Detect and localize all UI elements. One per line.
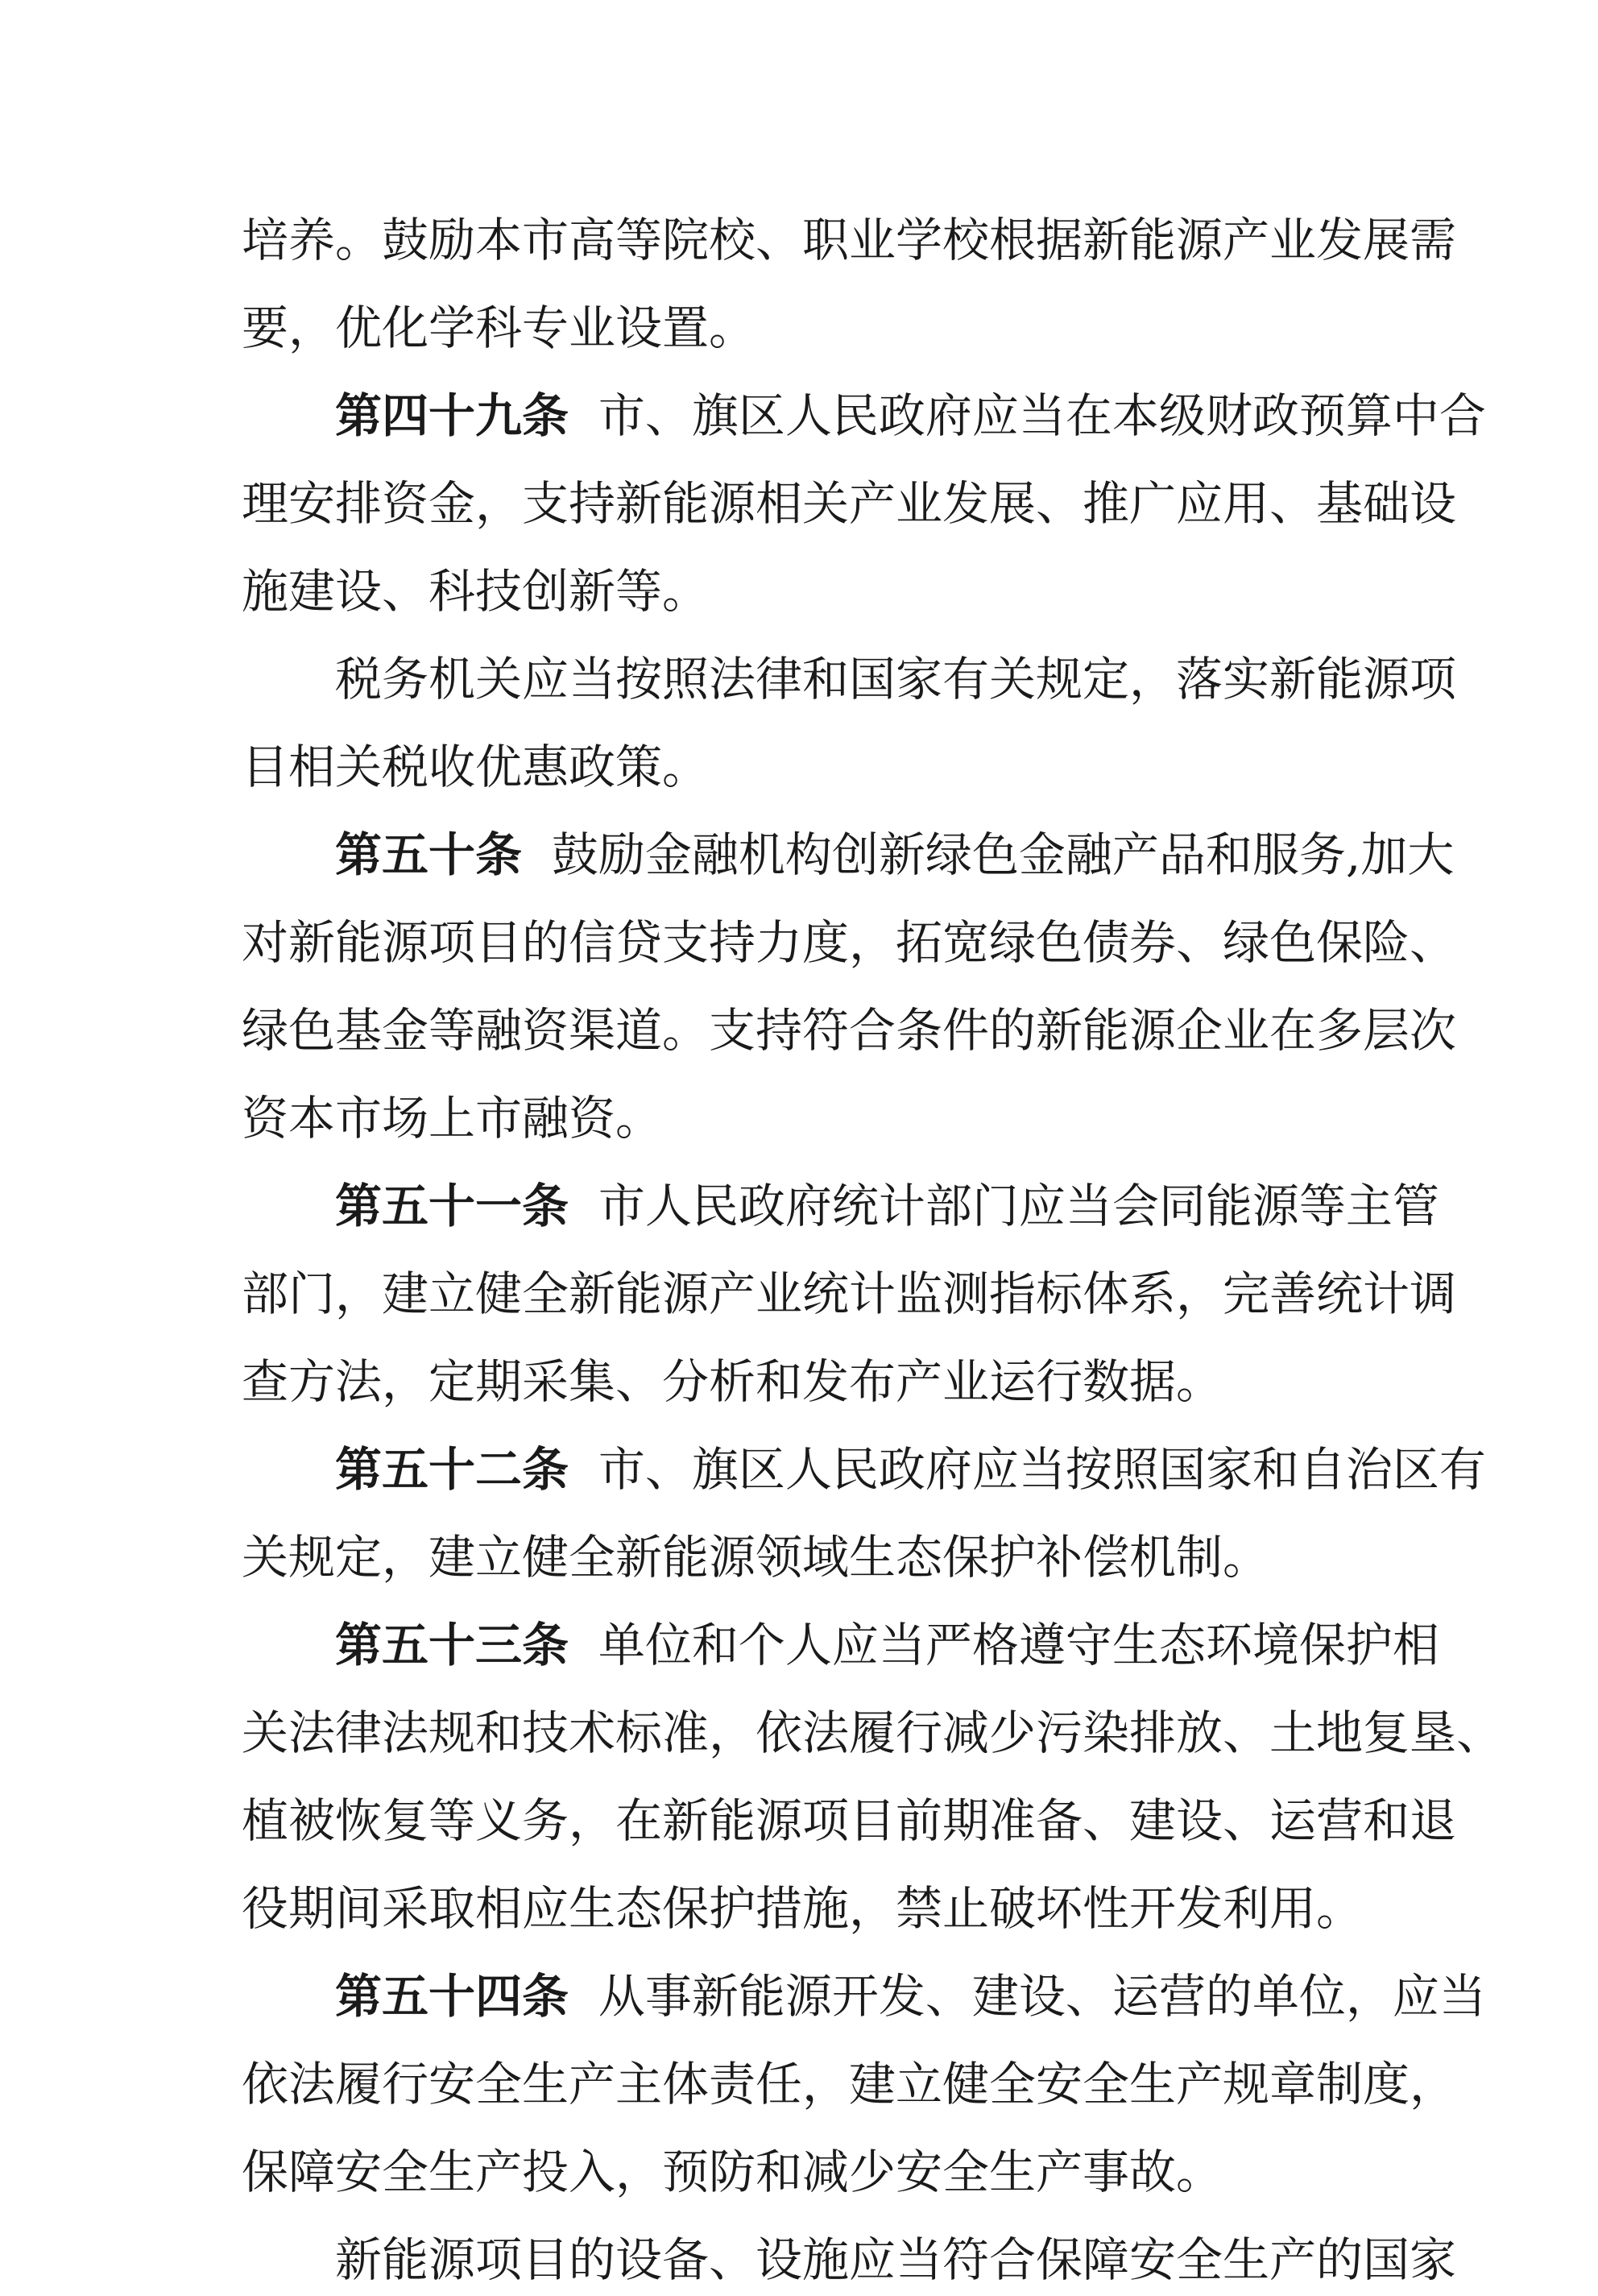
text-line: 关规定，建立健全新能源领域生态保护补偿机制。 [242,1530,1270,1585]
text-line: 要，优化学科专业设置。 [242,300,756,355]
article-text: 市人民政府统计部门应当会同能源等主管 [598,1179,1439,1233]
article-text: 从事新能源开发、建设、运营的单位，应当 [598,1969,1486,2024]
text-line: 植被恢复等义务，在新能源项目前期准备、建设、运营和退 [242,1793,1457,1848]
text-line: 培养。鼓励本市高等院校、职业学校根据新能源产业发展需 [242,213,1457,267]
text-line: 理安排资金，支持新能源相关产业发展、推广应用、基础设 [242,476,1457,531]
article-heading: 第五十二条 [335,1442,569,1497]
article-heading: 第四十九条 [335,388,569,443]
article-text: 市、旗区人民政府应当按照国家和自治区有 [598,1442,1486,1497]
text-line: 目相关税收优惠政策。 [242,740,710,794]
text-line: 绿色基金等融资渠道。支持符合条件的新能源企业在多层次 [242,1003,1457,1058]
text-line: 保障安全生产投入，预防和减少安全生产事故。 [242,2145,1223,2199]
text-line: 新能源项目的设备、设施应当符合保障安全生产的国家 [335,2232,1457,2287]
text-line: 依法履行安全生产主体责任，建立健全安全生产规章制度， [242,2057,1457,2112]
text-line: 税务机关应当按照法律和国家有关规定，落实新能源项 [335,652,1457,707]
text-line: 施建设、科技创新等。 [242,564,710,619]
text-line: 查方法，定期采集、分析和发布产业运行数据。 [242,1354,1223,1409]
article-heading: 第五十四条 [335,1969,569,2024]
article-52 [242,1433,1486,1506]
text-line: 资本市场上市融资。 [242,1091,663,1146]
text-line: 关法律法规和技术标准，依法履行减少污染排放、土地复垦、 [242,1705,1504,1760]
article-49 [242,379,1486,452]
article-51 [242,1170,1439,1242]
text-line: 役期间采取相应生态保护措施，禁止破坏性开发利用。 [242,1881,1364,1936]
text-line: 对新能源项目的信贷支持力度，拓宽绿色债券、绿色保险、 [242,915,1457,970]
article-50 [242,819,1455,891]
article-53 [242,1609,1439,1681]
article-heading: 第五十三条 [335,1618,569,1672]
article-text: 市、旗区人民政府应当在本级财政预算中合 [598,388,1486,443]
text-line: 部门，建立健全新能源产业统计监测指标体系，完善统计调 [242,1266,1457,1321]
article-heading: 第五十条 [335,827,523,882]
article-text: 鼓励金融机构创新绿色金融产品和服务,加大 [551,827,1455,882]
article-heading: 第五十一条 [335,1179,569,1233]
article-text: 单位和个人应当严格遵守生态环境保护相 [598,1618,1439,1672]
article-54 [242,1960,1486,2033]
